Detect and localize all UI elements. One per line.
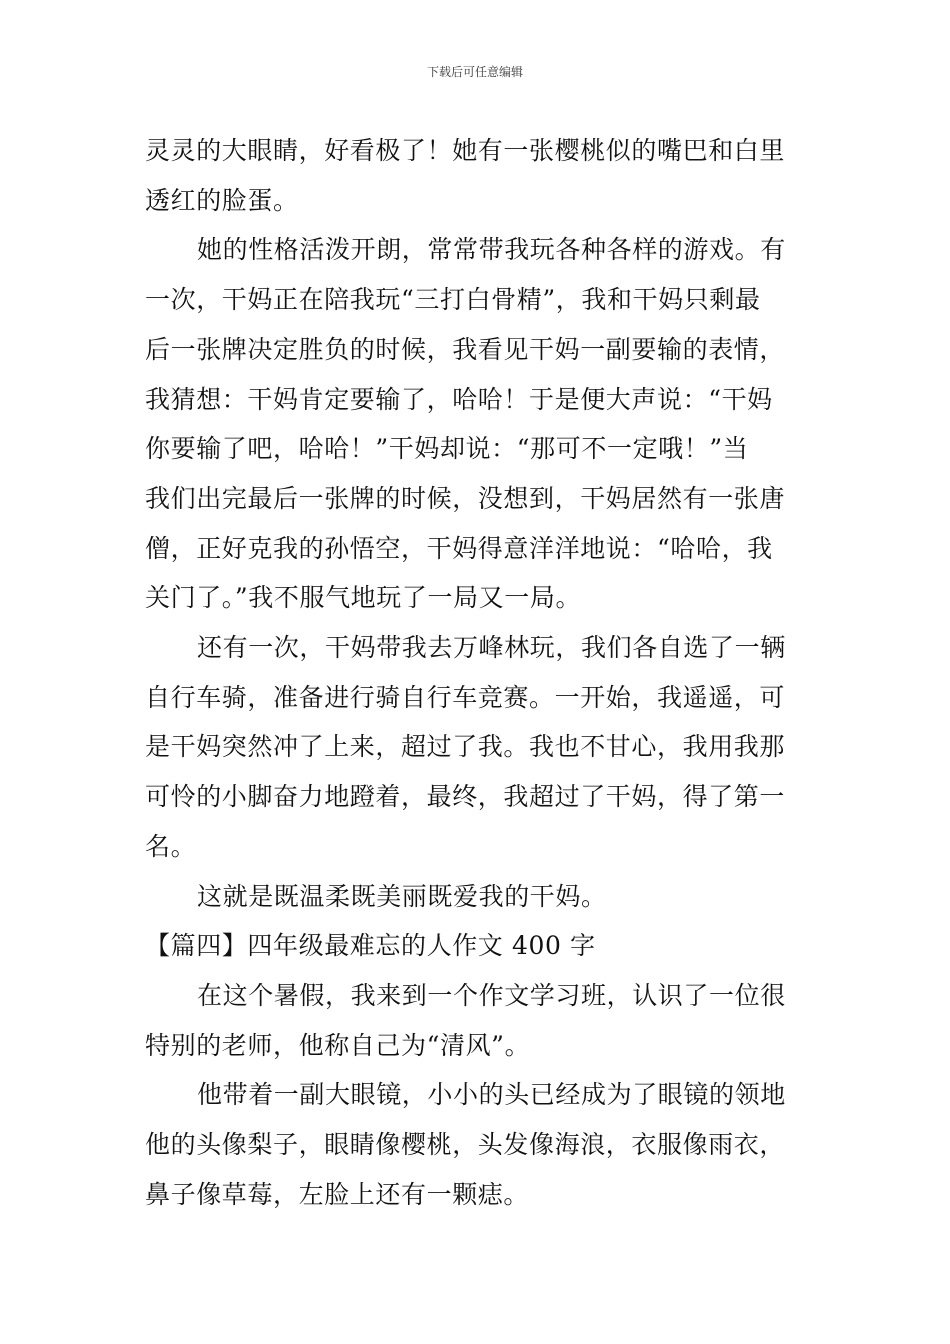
text-line: 一次，干妈正在陪我玩“三打白骨精”，我和干妈只剩最 [145, 285, 761, 315]
paragraph-start-line: 在这个暑假，我来到一个作文学习班，认识了一位很 [197, 980, 786, 1010]
text-line: 是干妈突然冲了上来，超过了我。我也不甘心，我用我那 [145, 732, 786, 762]
text-line: 可怜的小脚奋力地蹬着，最终，我超过了干妈，得了第一 [145, 782, 786, 812]
text-line: 你要输了吧，哈哈！”干妈却说：“那可不一定哦！”当 [145, 434, 749, 464]
paragraph-start-line: 她的性格活泼开朗，常常带我玩各种各样的游戏。有 [197, 235, 786, 265]
text-line: 灵灵的大眼睛，好看极了！她有一张樱桃似的嘴巴和白里 [145, 136, 786, 165]
paragraph-start-line: 他带着一副大眼镜，小小的头已经成为了眼镜的领地 [197, 1080, 786, 1110]
text-line: 我猜想：干妈肯定要输了，哈哈！于是便大声说：“干妈 [145, 384, 773, 414]
text-line: 我们出完最后一张牌的时候，没想到，干妈居然有一张唐 [145, 483, 786, 513]
text-line: 关门了。”我不服气地玩了一局又一局。 [145, 583, 582, 613]
text-line: 名。 [145, 831, 197, 861]
page-header: 下载后可任意编辑 [426, 65, 523, 79]
document-body [145, 126, 807, 1219]
text-line: 透红的脸蛋。 [145, 185, 299, 215]
text-line: 自行车骑，准备进行骑自行车竞赛。一开始，我遥遥，可 [145, 682, 786, 712]
text-line: 鼻子像草莓，左脸上还有一颗痣。 [145, 1179, 530, 1209]
text-line: 特别的老师，他称自己为“清风”。 [145, 1030, 531, 1060]
paragraph-start-line: 还有一次，干妈带我去万峰林玩，我们各自选了一辆 [197, 633, 786, 663]
text-line: 他的头像梨子，眼睛像樱桃，头发像海浪，衣服像雨衣， [145, 1130, 786, 1160]
text-line: 后一张牌决定胜负的时候，我看见干妈一副要输的表情， [145, 334, 786, 364]
section-heading: 【篇四】四年级最难忘的人作文 400 字 [145, 931, 596, 961]
paragraph-start-line: 这就是既温柔既美丽既爱我的干妈。 [197, 881, 607, 911]
text-line: 僧，正好克我的孙悟空，干妈得意洋洋地说：“哈哈，我 [145, 533, 773, 563]
